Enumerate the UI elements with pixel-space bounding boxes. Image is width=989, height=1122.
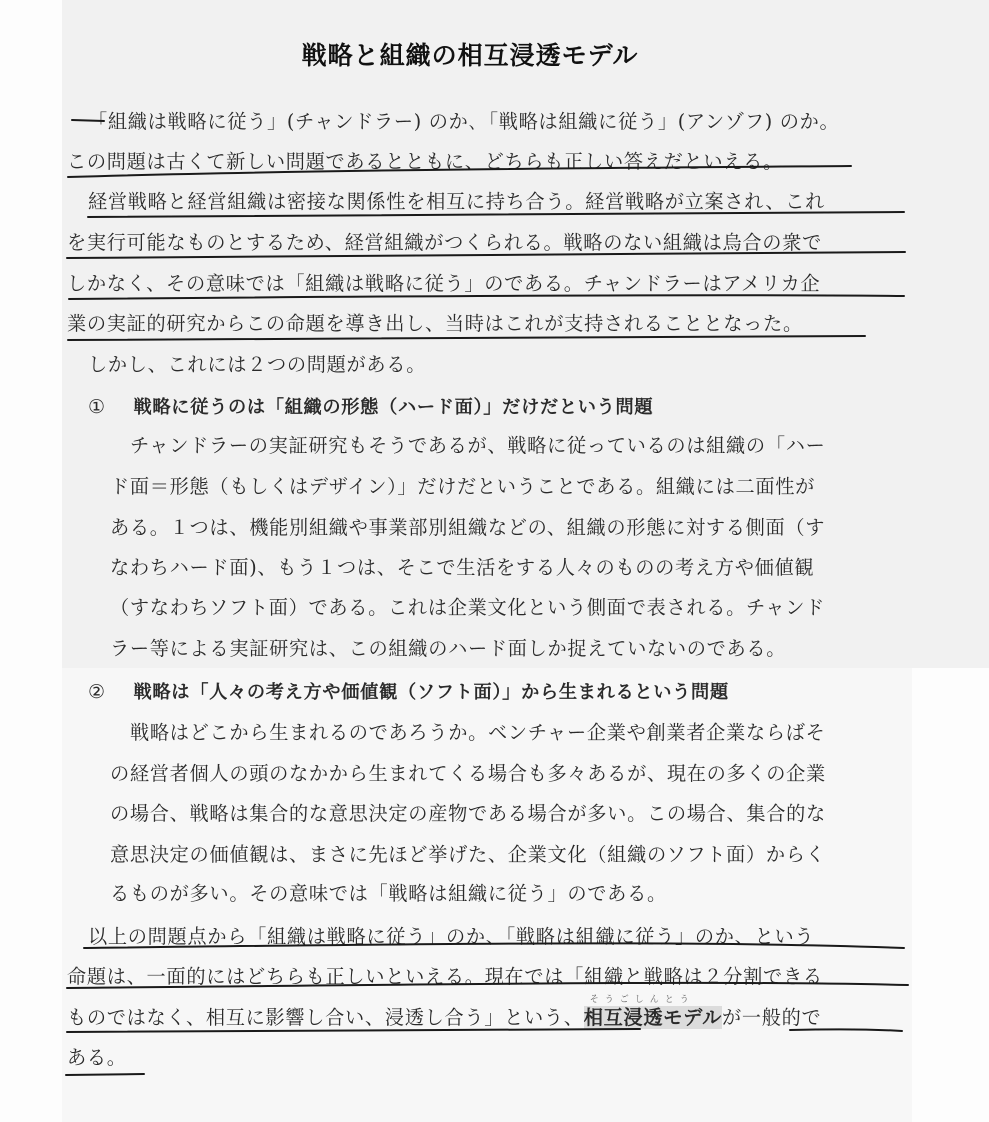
item1-body-line-2: ド面＝形態（もしくはデザイン）」だけだということである。組織には二面性が (110, 475, 816, 498)
item1-number: ① (88, 395, 106, 418)
page-title: 戦略と組織の相互浸透モデル (301, 41, 639, 70)
item2-heading-row (88, 680, 729, 705)
item2-body-line-2: の経営者個人の頭のなかから生まれてくる場合も多々あるが、現在の多くの企業 (110, 762, 826, 785)
p4-line-4: ある。 (67, 1046, 127, 1069)
item2-number: ② (88, 680, 106, 703)
p1-line-2: この問題は古くて新しい問題であるとともに、どちらも正しい答えだといえる。 (67, 150, 783, 173)
item2-body-line-3: の場合、戦略は集合的な意思決定の産物である場合が多い。この場合、集合的な (110, 802, 826, 825)
item1-body-line-3: ある。１つは、機能別組織や事業部別組織などの、組織の形態に対する側面（す (110, 516, 826, 539)
term-with-ruby (583, 995, 722, 1030)
p4-line-3-before: ものではなく、相互に影響し合い、浸透し合う」という、 (67, 1006, 584, 1029)
item1-heading-row (88, 395, 653, 420)
p1-line-1: 「組織は戦略に従う」(チャンドラー) のか､「戦略は組織に従う」(アンゾフ) のか。 (88, 110, 840, 133)
p4-line-2: 命題は、一面的にはどちらも正しいといえる。現在では「組織と戦略は２分割できる (67, 965, 823, 988)
key-term: 相互浸透モデル (583, 1006, 722, 1029)
term-ruby: そうごしんとう (589, 995, 695, 1005)
item2-body-line-1: 戦略はどこから生まれるのであろうか。ベンチャー企業や創業者企業ならばそ (130, 721, 826, 744)
item2-body-line-4: 意思決定の価値観は、まさに先ほど挙げた、企業文化（組織のソフト面）からく (110, 843, 826, 866)
p2-line-2: を実行可能なものとするため、経営組織がつくられる。戦略のない組織は烏合の衆で (67, 231, 822, 254)
p2-line-1: 経営戦略と経営組織は密接な関係性を相互に持ち合う。経営戦略が立案され、これ (88, 190, 825, 213)
p4-line-1: 以上の問題点から「組織は戦略に従う」のか、「戦略は組織に従う」のか、という (88, 925, 815, 948)
item1-heading: 戦略に従うのは「組織の形態（ハード面）」だけだという問題 (133, 397, 654, 418)
p4-line-3 (67, 995, 822, 1030)
item1-body-line-4: なわちハード面)、もう１つは、そこで生活をする人々のものの考え方や価値観 (110, 556, 815, 579)
p3-line: しかし、これには２つの問題がある。 (88, 353, 427, 376)
item1-body-line-5: （すなわちソフト面）である。これは企業文化という側面で表される。チャンド (110, 596, 825, 619)
item1-body-line-6: ラー等による実証研究は、この組織のハード面しか捉えていないのである。 (110, 637, 787, 660)
item1-body-line-1: チャンドラーの実証研究もそうであるが、戦略に従っているのは組織の「ハー (130, 434, 826, 457)
p2-line-4: 業の実証的研究からこの命題を導き出し、当時はこれが支持されることとなった。 (67, 312, 803, 335)
p2-line-3: しかなく、その意味では「組織は戦略に従う」のである。チャンドラーはアメリカ企 (67, 272, 821, 295)
item2-body-line-5: るものが多い。その意味では「戦略は組織に従う」のである。 (110, 882, 667, 905)
p4-line-3-after: が一般的で (721, 1006, 822, 1029)
item2-heading: 戦略は「人々の考え方や価値観（ソフト面）」から生まれるという問題 (133, 682, 729, 703)
